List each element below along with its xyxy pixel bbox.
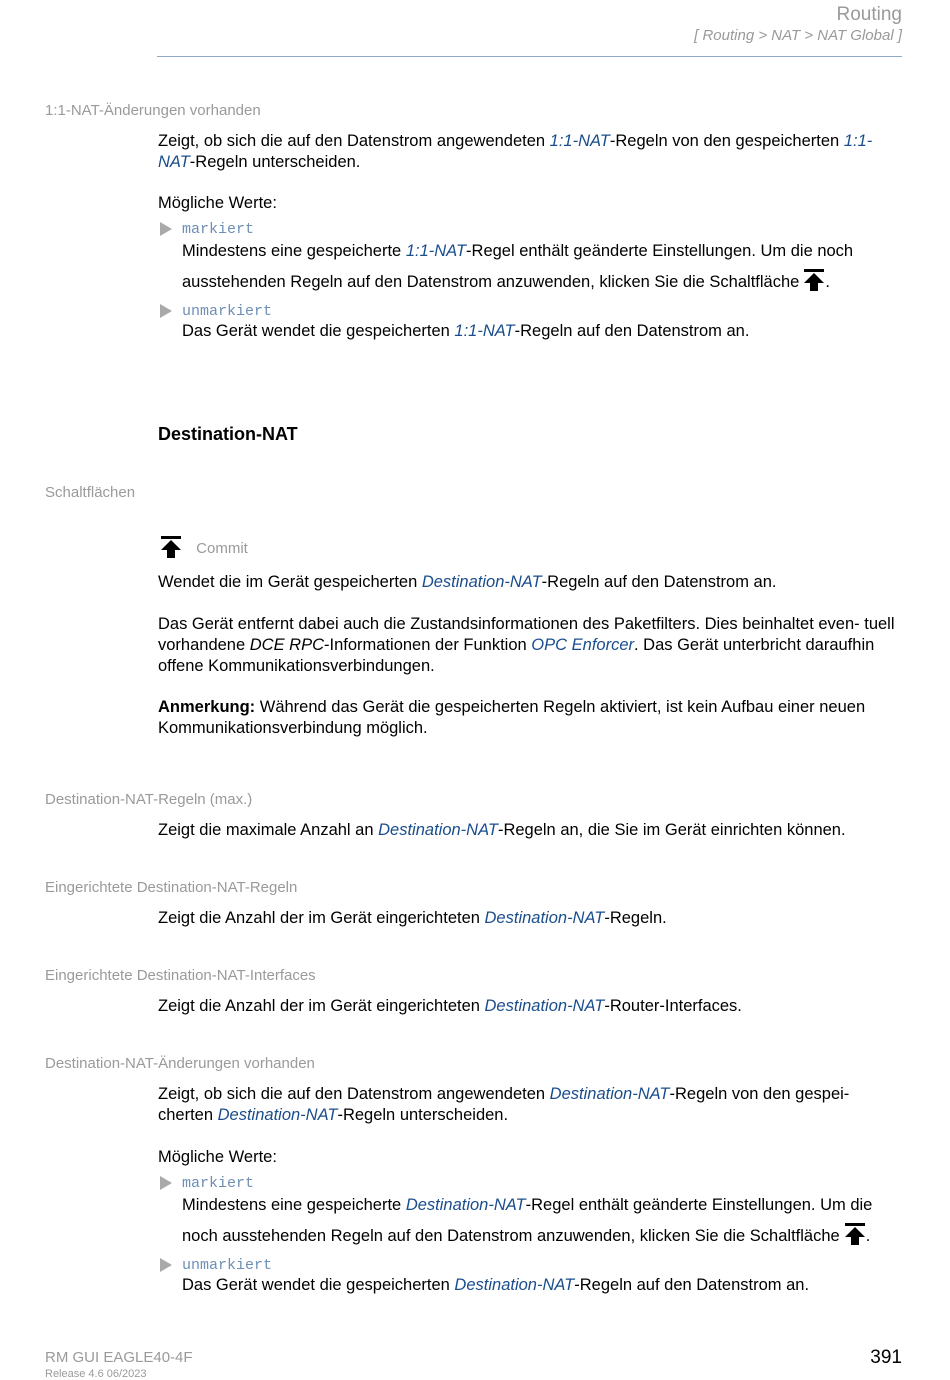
param-label-dnat-changes: Destination-NAT-Änderungen vorhanden <box>45 1055 315 1072</box>
note-label: Anmerkung: <box>158 698 256 716</box>
text: -Regel enthält geänderte Einstellungen. Um die noch ausstehenden Regeln auf den Datenstrom anzuwenden, klicken Sie die Schaltfläche <box>182 1196 873 1245</box>
text: -Regeln von den gespei- cherten <box>158 1085 850 1124</box>
text: -Regeln von den gespeicherten <box>609 132 844 150</box>
option-code: markiert <box>182 221 255 238</box>
values-title: Mögliche Werte: <box>158 194 277 212</box>
option-desc <box>182 1270 902 1301</box>
option-code: markiert <box>182 1175 255 1192</box>
param-desc-dnat-changes <box>158 1084 903 1126</box>
param-desc-max-rules <box>158 820 903 841</box>
text: -Regeln auf den Datenstrom an. <box>574 1276 810 1294</box>
param-label-configured-rules: Eingerichtete Destination-NAT-Regeln <box>45 879 298 896</box>
section-heading: Destination-NAT <box>158 424 298 444</box>
header-divider <box>157 56 902 57</box>
commit-upload-icon <box>803 268 825 292</box>
link-destination-nat[interactable]: Destination-NAT <box>549 1085 670 1103</box>
link-destination-nat[interactable]: Destination-NAT <box>378 821 498 839</box>
page-number: 391 <box>870 1347 902 1368</box>
link-destination-nat[interactable]: Destination-NAT <box>405 1196 526 1214</box>
text: -Regeln unterscheiden. <box>337 1106 509 1124</box>
commit-desc <box>158 572 903 593</box>
text: Das Gerät wendet die gespeicherten <box>182 322 455 340</box>
text: -Regeln an, die Sie im Gerät einrichten können. <box>497 821 846 839</box>
values-title: Mögliche Werte: <box>158 1148 277 1166</box>
link-1to1-nat[interactable]: 1:1-NAT <box>158 132 873 171</box>
link-destination-nat[interactable]: Destination-NAT <box>217 1106 338 1124</box>
text: Das Gerät wendet die gespeicherten <box>182 1276 455 1294</box>
commit-upload-icon <box>160 535 182 559</box>
term-dce-rpc: DCE RPC <box>249 636 325 654</box>
option-code: unmarkiert <box>182 303 273 320</box>
option-desc <box>182 1190 902 1252</box>
link-1to1-nat[interactable]: 1:1-NAT <box>454 322 515 340</box>
option-desc <box>182 236 902 298</box>
note-text: Während das Gerät die gespeicherten Regeln aktiviert, ist kein Aufbau einer neuen Kommunikationsverbindung möglich. <box>158 698 866 737</box>
text: -Regel enthält geänderte Einstellungen. Um die noch ausstehenden Regeln auf den Datenstrom anzuwenden, klicken Sie die Schaltfläche <box>182 242 854 291</box>
text: -Informationen der Funktion <box>324 636 532 654</box>
breadcrumb: [ Routing > NAT > NAT Global ] <box>694 27 902 44</box>
text: Zeigt, ob sich die auf den Datenstrom angewendeten <box>158 132 550 150</box>
text: . <box>865 1227 871 1245</box>
text: Das Gerät entfernt dabei auch die Zustandsinformationen des Paketfilters. Dies beinhaltet even- tuell vorhandene <box>158 615 895 654</box>
text: -Regeln auf den Datenstrom an. <box>514 322 750 340</box>
option-desc <box>182 316 902 347</box>
triangle-bullet-icon <box>160 1258 172 1272</box>
text: -Router-Interfaces. <box>604 997 742 1015</box>
option-code: unmarkiert <box>182 1257 273 1274</box>
link-opc-enforcer[interactable]: OPC Enforcer <box>531 636 634 654</box>
text: -Regeln unterscheiden. <box>189 153 361 171</box>
text: Mindestens eine gespeicherte <box>182 1196 406 1214</box>
link-1to1-nat[interactable]: 1:1-NAT <box>549 132 610 150</box>
text: . Das Gerät unterbricht daraufhin offene Kommunikationsverbindungen. <box>158 636 875 675</box>
link-destination-nat[interactable]: Destination-NAT <box>454 1276 575 1294</box>
text: . <box>825 273 830 291</box>
text: Zeigt, ob sich die auf den Datenstrom angewendeten <box>158 1085 550 1103</box>
triangle-bullet-icon <box>160 304 172 318</box>
param-desc-configured-interfaces <box>158 996 903 1017</box>
triangle-bullet-icon <box>160 222 172 236</box>
note <box>158 697 903 739</box>
param-label-1to1-changes: 1:1-NAT-Änderungen vorhanden <box>45 102 261 119</box>
text: Wendet die im Gerät gespeicherten <box>158 573 422 591</box>
triangle-bullet-icon <box>160 1176 172 1190</box>
header-title: Routing <box>836 4 902 25</box>
footer-release: Release 4.6 06/2023 <box>45 1368 147 1380</box>
param-desc-configured-rules <box>158 908 903 929</box>
link-destination-nat[interactable]: Destination-NAT <box>484 909 605 927</box>
commit-upload-icon <box>844 1222 866 1246</box>
text: -Regeln. <box>604 909 667 927</box>
footer-doc-title: RM GUI EAGLE40-4F <box>45 1349 193 1366</box>
commit-button[interactable] <box>160 535 248 559</box>
link-destination-nat[interactable]: Destination-NAT <box>484 997 605 1015</box>
text: Mindestens eine gespeicherte <box>182 242 406 260</box>
text: Zeigt die Anzahl der im Gerät eingerichteten <box>158 997 485 1015</box>
text: -Regeln auf den Datenstrom an. <box>541 573 777 591</box>
param-desc-1to1-changes <box>158 131 903 173</box>
text: Zeigt die Anzahl der im Gerät eingerichteten <box>158 909 485 927</box>
link-1to1-nat[interactable]: 1:1-NAT <box>405 242 467 260</box>
commit-label: Commit <box>196 540 248 557</box>
commit-desc-2 <box>158 614 903 677</box>
param-label-configured-interfaces: Eingerichtete Destination-NAT-Interfaces <box>45 967 316 984</box>
param-label-buttons: Schaltflächen <box>45 484 136 501</box>
text: Zeigt die maximale Anzahl an <box>158 821 379 839</box>
param-label-max-rules: Destination-NAT-Regeln (max.) <box>45 791 253 808</box>
link-destination-nat[interactable]: Destination-NAT <box>421 573 542 591</box>
